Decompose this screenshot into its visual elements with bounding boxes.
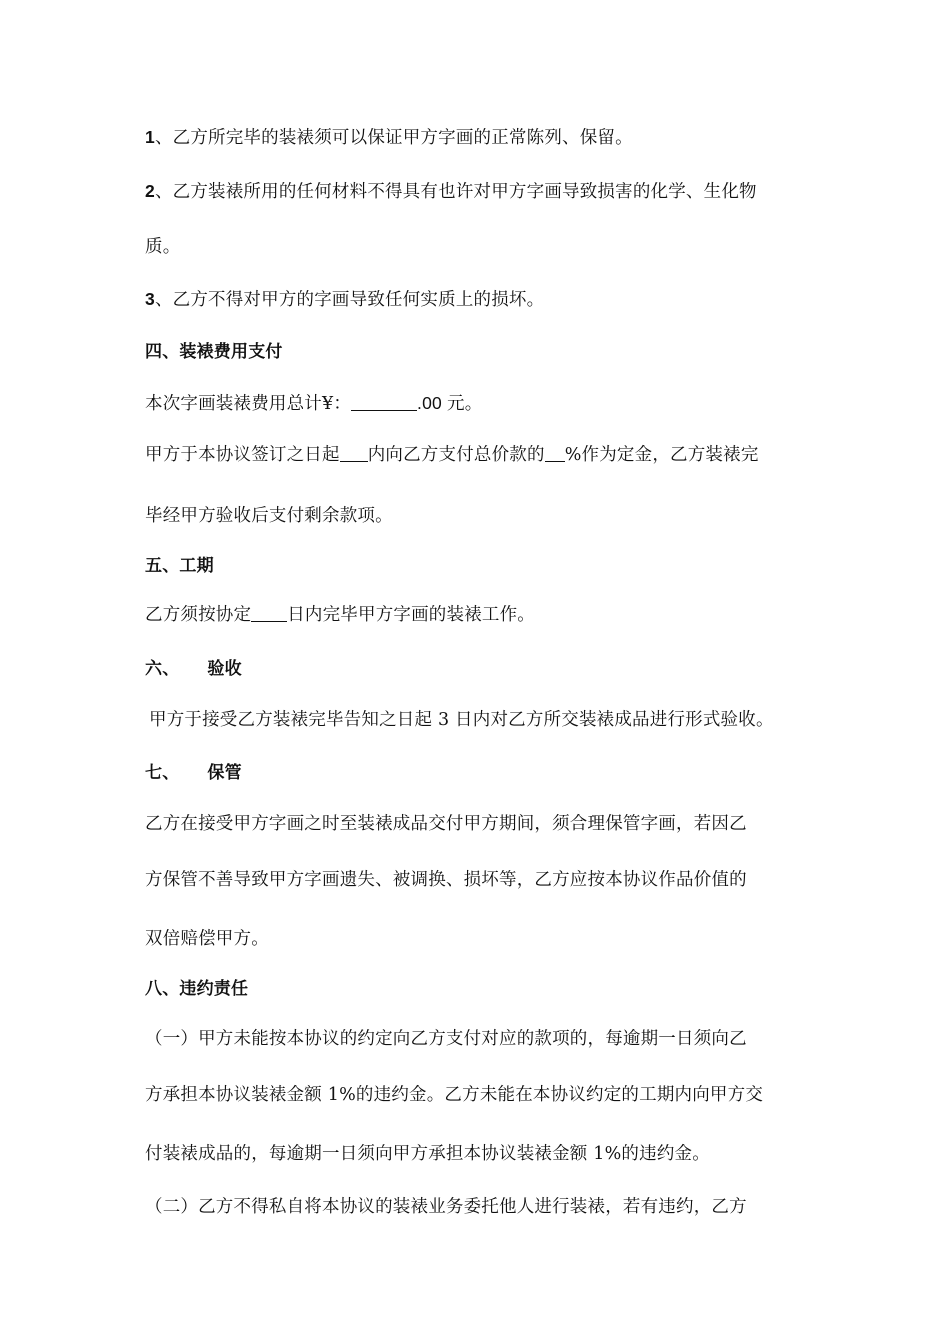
fee-prefix: 本次字画装裱费用总计¥： [145,394,352,414]
deposit-days-blank[interactable] [340,443,368,462]
fee-amount-blank[interactable] [351,392,417,411]
heading-number: 六、 [145,659,180,679]
section-heading-liability: 八、违约责任 [145,979,249,999]
section-heading-acceptance [145,656,810,682]
liability-clause-2-line-1: （二）乙方不得私自将本协议的装裱业务委托他人进行装裱，若有违约，乙方 [145,1197,747,1217]
deposit-line-continuation [145,503,810,529]
deposit-percent-blank[interactable] [545,443,565,462]
heading-title: 验收 [207,659,242,679]
heading-number: 七、 [145,763,180,783]
schedule-line [145,602,810,628]
deposit-text-b: 内向乙方支付总价款的 [367,445,545,465]
clause-2 [145,178,810,205]
liability-clause-1-line-3: 付装裱成品的，每逾期一日须向甲方承担本协议装裱金额 1%的违约金。 [145,1144,710,1164]
clause-text: 、乙方不得对甲方的字画导致任何实质上的损坏。 [154,290,545,310]
heading-title: 保管 [207,763,242,783]
fee-total-line [145,390,810,417]
liability-clause-1-line-1: （一）甲方未能按本协议的约定向乙方支付对应的款项的，每逾期一日须向乙 [145,1029,747,1049]
deposit-text-a: 甲方于本协议签订之日起 [145,445,340,465]
deposit-line [145,442,810,468]
clause-number: 3 [145,289,155,309]
section-heading-custody [145,760,810,786]
clause-2-continuation [145,234,810,260]
deposit-text-c: %作为定金，乙方装裱完 [564,445,759,465]
clause-text: 、乙方装裱所用的任何材料不得具有也许对甲方字画导致损害的化学、生化物 [154,182,757,202]
section-heading-payment: 四、装裱费用支付 [145,342,283,362]
custody-text-line-3: 双倍赔偿甲方。 [145,929,269,949]
schedule-text-b: 日内完毕甲方字画的装裱工作。 [287,605,536,625]
clause-text: 、乙方所完毕的装裱须可以保证甲方字画的正常陈列、保留。 [154,128,633,148]
acceptance-text: 甲方于接受乙方装裱完毕告知之日起 3 日内对乙方所交装裱成品进行形式验收。 [149,710,774,730]
fee-suffix: .00 元。 [417,393,483,413]
deposit-text: 毕经甲方验收后支付剩余款项。 [145,506,393,526]
clause-text: 质。 [145,237,181,257]
custody-text-line-2: 方保管不善导致甲方字画遗失、被调换、损坏等，乙方应按本协议作品价值的 [145,870,747,890]
clause-number: 1 [145,127,155,147]
clause-1 [145,124,810,151]
clause-number: 2 [145,181,155,201]
custody-text-line-1: 乙方在接受甲方字画之时至装裱成品交付甲方期间，须合理保管字画，若因乙 [145,814,747,834]
clause-3 [145,286,810,313]
schedule-text-a: 乙方须按协定 [145,605,252,625]
schedule-days-blank[interactable] [251,603,287,622]
section-heading-schedule: 五、工期 [145,556,214,576]
liability-clause-1-line-2: 方承担本协议装裱金额 1%的违约金。乙方未能在本协议约定的工期内向甲方交 [145,1085,764,1105]
